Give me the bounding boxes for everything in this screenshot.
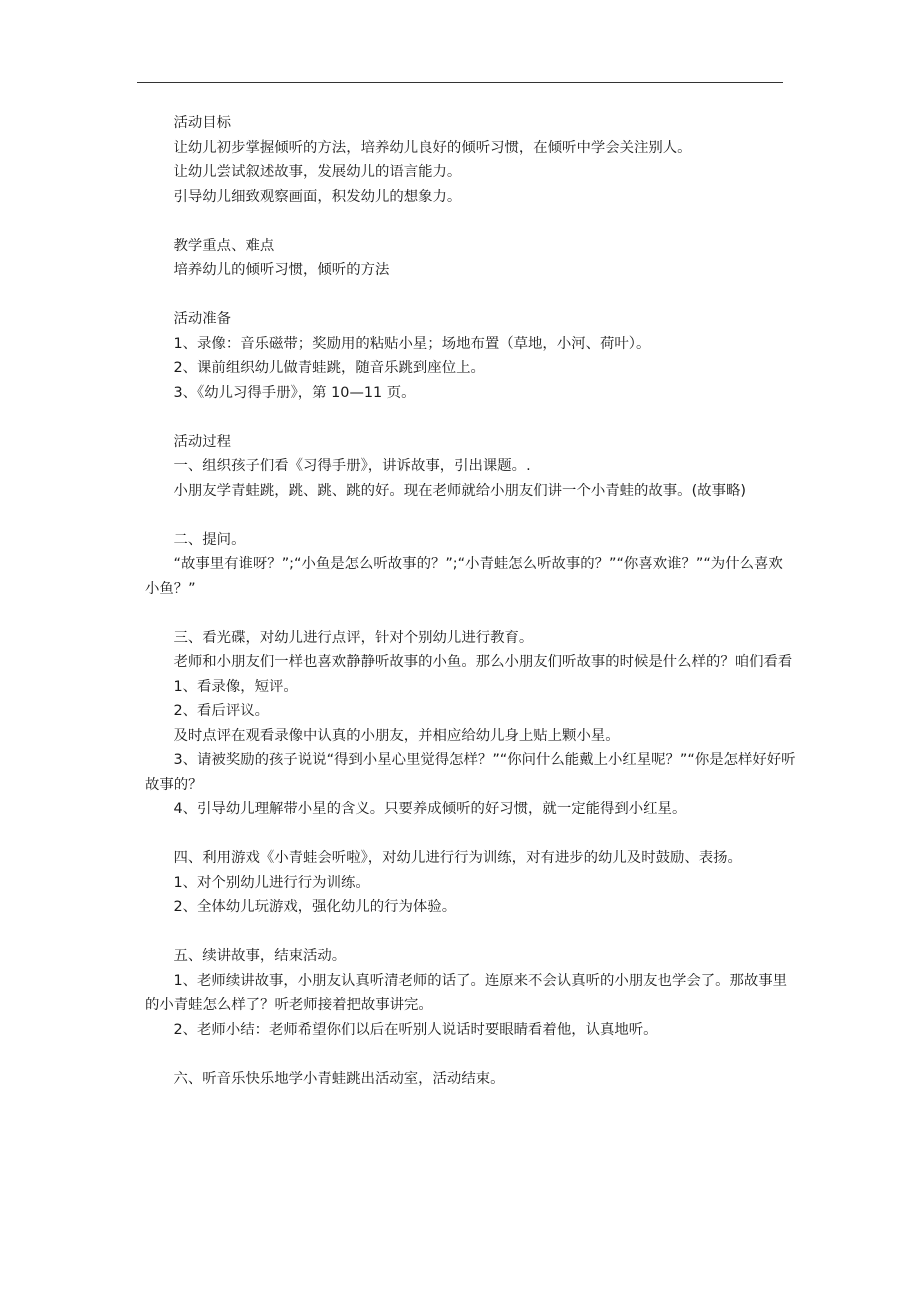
section-heading: 活动准备: [173, 311, 232, 327]
paragraph: 培养幼儿的倾听习惯，倾听的方法: [173, 262, 390, 278]
paragraph: 及时点评在观看录像中认真的小朋友，并相应给幼儿身上贴上颗小星。: [173, 727, 620, 744]
paragraph: 1、看录像，短评。: [173, 678, 298, 695]
section-step-six: [145, 1067, 797, 1092]
section-heading: 五、续讲故事，结束活动。: [173, 948, 347, 964]
section-heading: 活动目标: [173, 115, 232, 131]
paragraph: 1、录像：音乐磁带；奖励用的粘贴小星；场地布置（草地，小河、荷叶）。: [173, 335, 651, 352]
section-preparation: [145, 307, 797, 405]
paragraph: 2、全体幼儿玩游戏，强化幼儿的行为体验。: [173, 899, 457, 915]
section-process: [145, 430, 797, 504]
section-heading: 教学重点、难点: [173, 237, 275, 254]
section-step-two: [145, 528, 797, 602]
section-heading: 活动过程: [173, 433, 232, 450]
paragraph: 2、老师小结：老师希望你们以后在听别人说话时要眼睛看着他，认真地听。: [173, 1021, 658, 1038]
section-activity-goals: [145, 111, 797, 209]
paragraph: 小朋友学青蛙跳，跳、跳、跳的好。现在老师就给小朋友们讲一个小青蛙的故事。(故事略): [173, 482, 746, 499]
paragraph: 2、课前组织幼儿做青蛙跳，随音乐跳到座位上。: [173, 360, 485, 376]
paragraph: 3、请被奖励的孩子说说“得到小星心里觉得怎样？”“你问什么能戴上小红星呢？”“你是怎样好好听故事的？: [145, 752, 796, 793]
section-heading: 三、看光碟，对幼儿进行点评，针对个别幼儿进行教育。: [173, 629, 534, 646]
paragraph: 让幼儿尝试叙述故事，发展幼儿的语言能力。: [173, 164, 462, 180]
paragraph: 2、看后评议。: [173, 703, 269, 719]
paragraph: 3、《幼儿习得手册》，第 10—11 页。: [173, 384, 416, 401]
section-heading: 四、利用游戏《小青蛙会听啦》，对幼儿进行行为训练，对有进步的幼儿及时鼓励、表扬。: [173, 850, 742, 866]
section-key-points: [145, 234, 797, 283]
paragraph: 4、引导幼儿理解带小星的含义。只要养成倾听的好习惯，就一定能得到小红星。: [173, 801, 687, 817]
paragraph: 1、老师续讲故事，小朋友认真听清老师的话了。连原来不会认真听的小朋友也学会了。那故事里的小青蛙怎么样了？听老师接着把故事讲完。: [145, 972, 788, 1013]
section-step-three: [145, 626, 797, 822]
section-heading: 六、听音乐快乐地学小青蛙跳出活动室，活动结束。: [173, 1070, 505, 1087]
document-body: [145, 111, 797, 1116]
paragraph: 让幼儿初步掌握倾听的方法，培养幼儿良好的倾听习惯，在倾听中学会关注别人。: [173, 139, 692, 156]
section-step-four: [145, 846, 797, 920]
header-rule: [137, 82, 783, 83]
section-heading: 二、提问。: [173, 531, 246, 548]
paragraph: 老师和小朋友们一样也喜欢静静听故事的小鱼。那么小朋友们听故事的时候是什么样的？咱们看看: [173, 654, 793, 670]
section-step-five: [145, 944, 797, 1042]
paragraph: 1、对个别幼儿进行行为训练。: [173, 874, 370, 891]
paragraph: 引导幼儿细致观察画面，积发幼儿的想象力。: [173, 188, 462, 205]
paragraph: 一、组织孩子们看《习得手册》，讲诉故事，引出课题。.: [173, 458, 531, 474]
paragraph: “故事里有谁呀？”;“小鱼是怎么听故事的？”;“小青蛙怎么听故事的？”“你喜欢谁？”“为什么喜欢小鱼？”: [145, 556, 783, 597]
